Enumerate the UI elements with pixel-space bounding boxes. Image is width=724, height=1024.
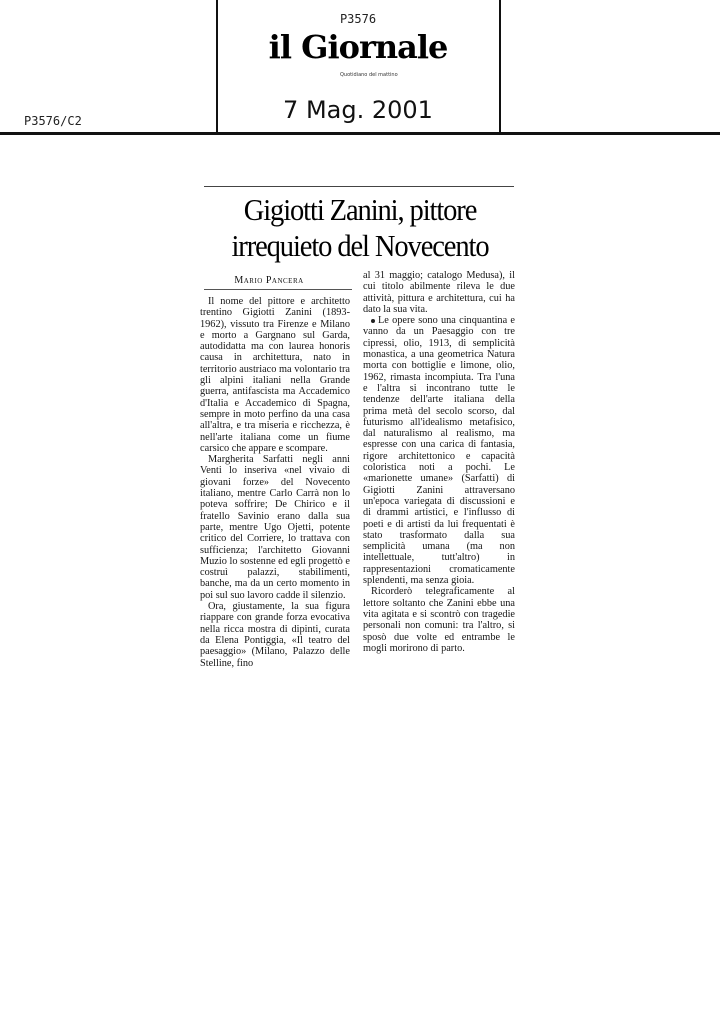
headline-top-rule bbox=[204, 186, 514, 187]
paragraph: Il nome del pittore e architetto trentino Gigiotti Zanini (1893-1962), vissuto tra Firenze e Milano e morto a Gargnano sul Garda, autodidatta ma con laurea honoris causa in architettura, nato in territorio austriaco ma volontario tra gli alpini italiani nella Grande guerra, antifascista ma Accademico d'Italia e Accademico di Spagna, sempre in moto perfino da una casa all'altra, e tra miseria e ricchezza, è nell'arte italiana come un fiume carsico che appare e scompare. bbox=[200, 296, 350, 454]
clipping-header bbox=[0, 0, 724, 135]
bullet-icon bbox=[371, 319, 375, 323]
newspaper-tagline: Quotidiano del mattino bbox=[340, 72, 398, 78]
paragraph: Margherita Sarfatti negli anni Venti lo inseriva «nel vivaio di giovani forze» del Novecento italiano, mentre Carlo Carrà non lo poteva soffrire; De Chirico e il fratello Savinio erano dalla sua parte, mentre Ugo Ojetti, potente critico del Corriere, lo trattava con sufficienza; l'architetto Giovanni Muzio lo sostenne ed egli progettò e costruì palazzi, stabilimenti, banche, ma da un certo momento in poi sul suo lavoro cadde il silenzio. bbox=[200, 454, 350, 601]
article-headline: Gigiotti Zanini, pittore irrequieto del Novecento bbox=[231, 192, 489, 263]
byline-rule bbox=[204, 289, 352, 290]
paragraph bbox=[363, 315, 515, 586]
paragraph: al 31 maggio; catalogo Medusa), il cui titolo abilmente rileva le due attività, pittura e architettura, cui ha dato la sua vita. bbox=[363, 270, 515, 315]
paragraph: Ricorderò telegraficamente al lettore soltanto che Zanini ebbe una vita agitata e si scontrò con tragedie personali non comuni: tra l'altro, si sposò due volte ed entrambe le mogli morirono di parto. bbox=[363, 586, 515, 654]
publication-date: 7 Mag. 2001 bbox=[283, 96, 433, 124]
clip-code-left: P3576/C2 bbox=[24, 114, 82, 128]
article-column-2 bbox=[363, 270, 515, 654]
clip-code-top: P3576 bbox=[339, 12, 377, 26]
article-column-1 bbox=[200, 296, 350, 669]
newspaper-logo: il Giornale bbox=[268, 28, 448, 66]
header-divider-right bbox=[499, 0, 501, 133]
paragraph-text: Le opere sono una cinquantina e vanno da un Paesaggio con tre cipressi, olio, 1913, di semplicità monastica, a una geometrica Natura morta con bottiglie e limone, olio, 1962, rimasta incompiuta. Tra l'una e l'altra si incontrano tutte le tendenze dell'arte italiana della prima metà del secolo scorso, dal futurismo all'idealismo metafisico, dal naturalismo al realismo, ma espresse con una carica di fantasia, rigore architettonico e capacità coloristica noti a pochi. Le «marionette umane» (Sarfatti) di Gigiotti Zanini attraversano un'epoca variegata di discussioni e di drammi artistici, e l'influsso di poeti e di artisti da lui frequentati è stato trasformato dalla sua semplicità umana (ma non intellettuale, tutt'altro) in rappresentazioni cromaticamente splendenti, ma senza gioia. bbox=[363, 315, 515, 587]
article-byline: Mario Pancera bbox=[234, 275, 304, 286]
paragraph: Ora, giustamente, la sua figura riappare con grande forza evocativa nella ricca mostra di dipinti, curata da Elena Pontiggia, «Il teatro del paesaggio» (Milano, Palazzo delle Stelline, fino bbox=[200, 601, 350, 669]
header-rule bbox=[0, 132, 720, 135]
